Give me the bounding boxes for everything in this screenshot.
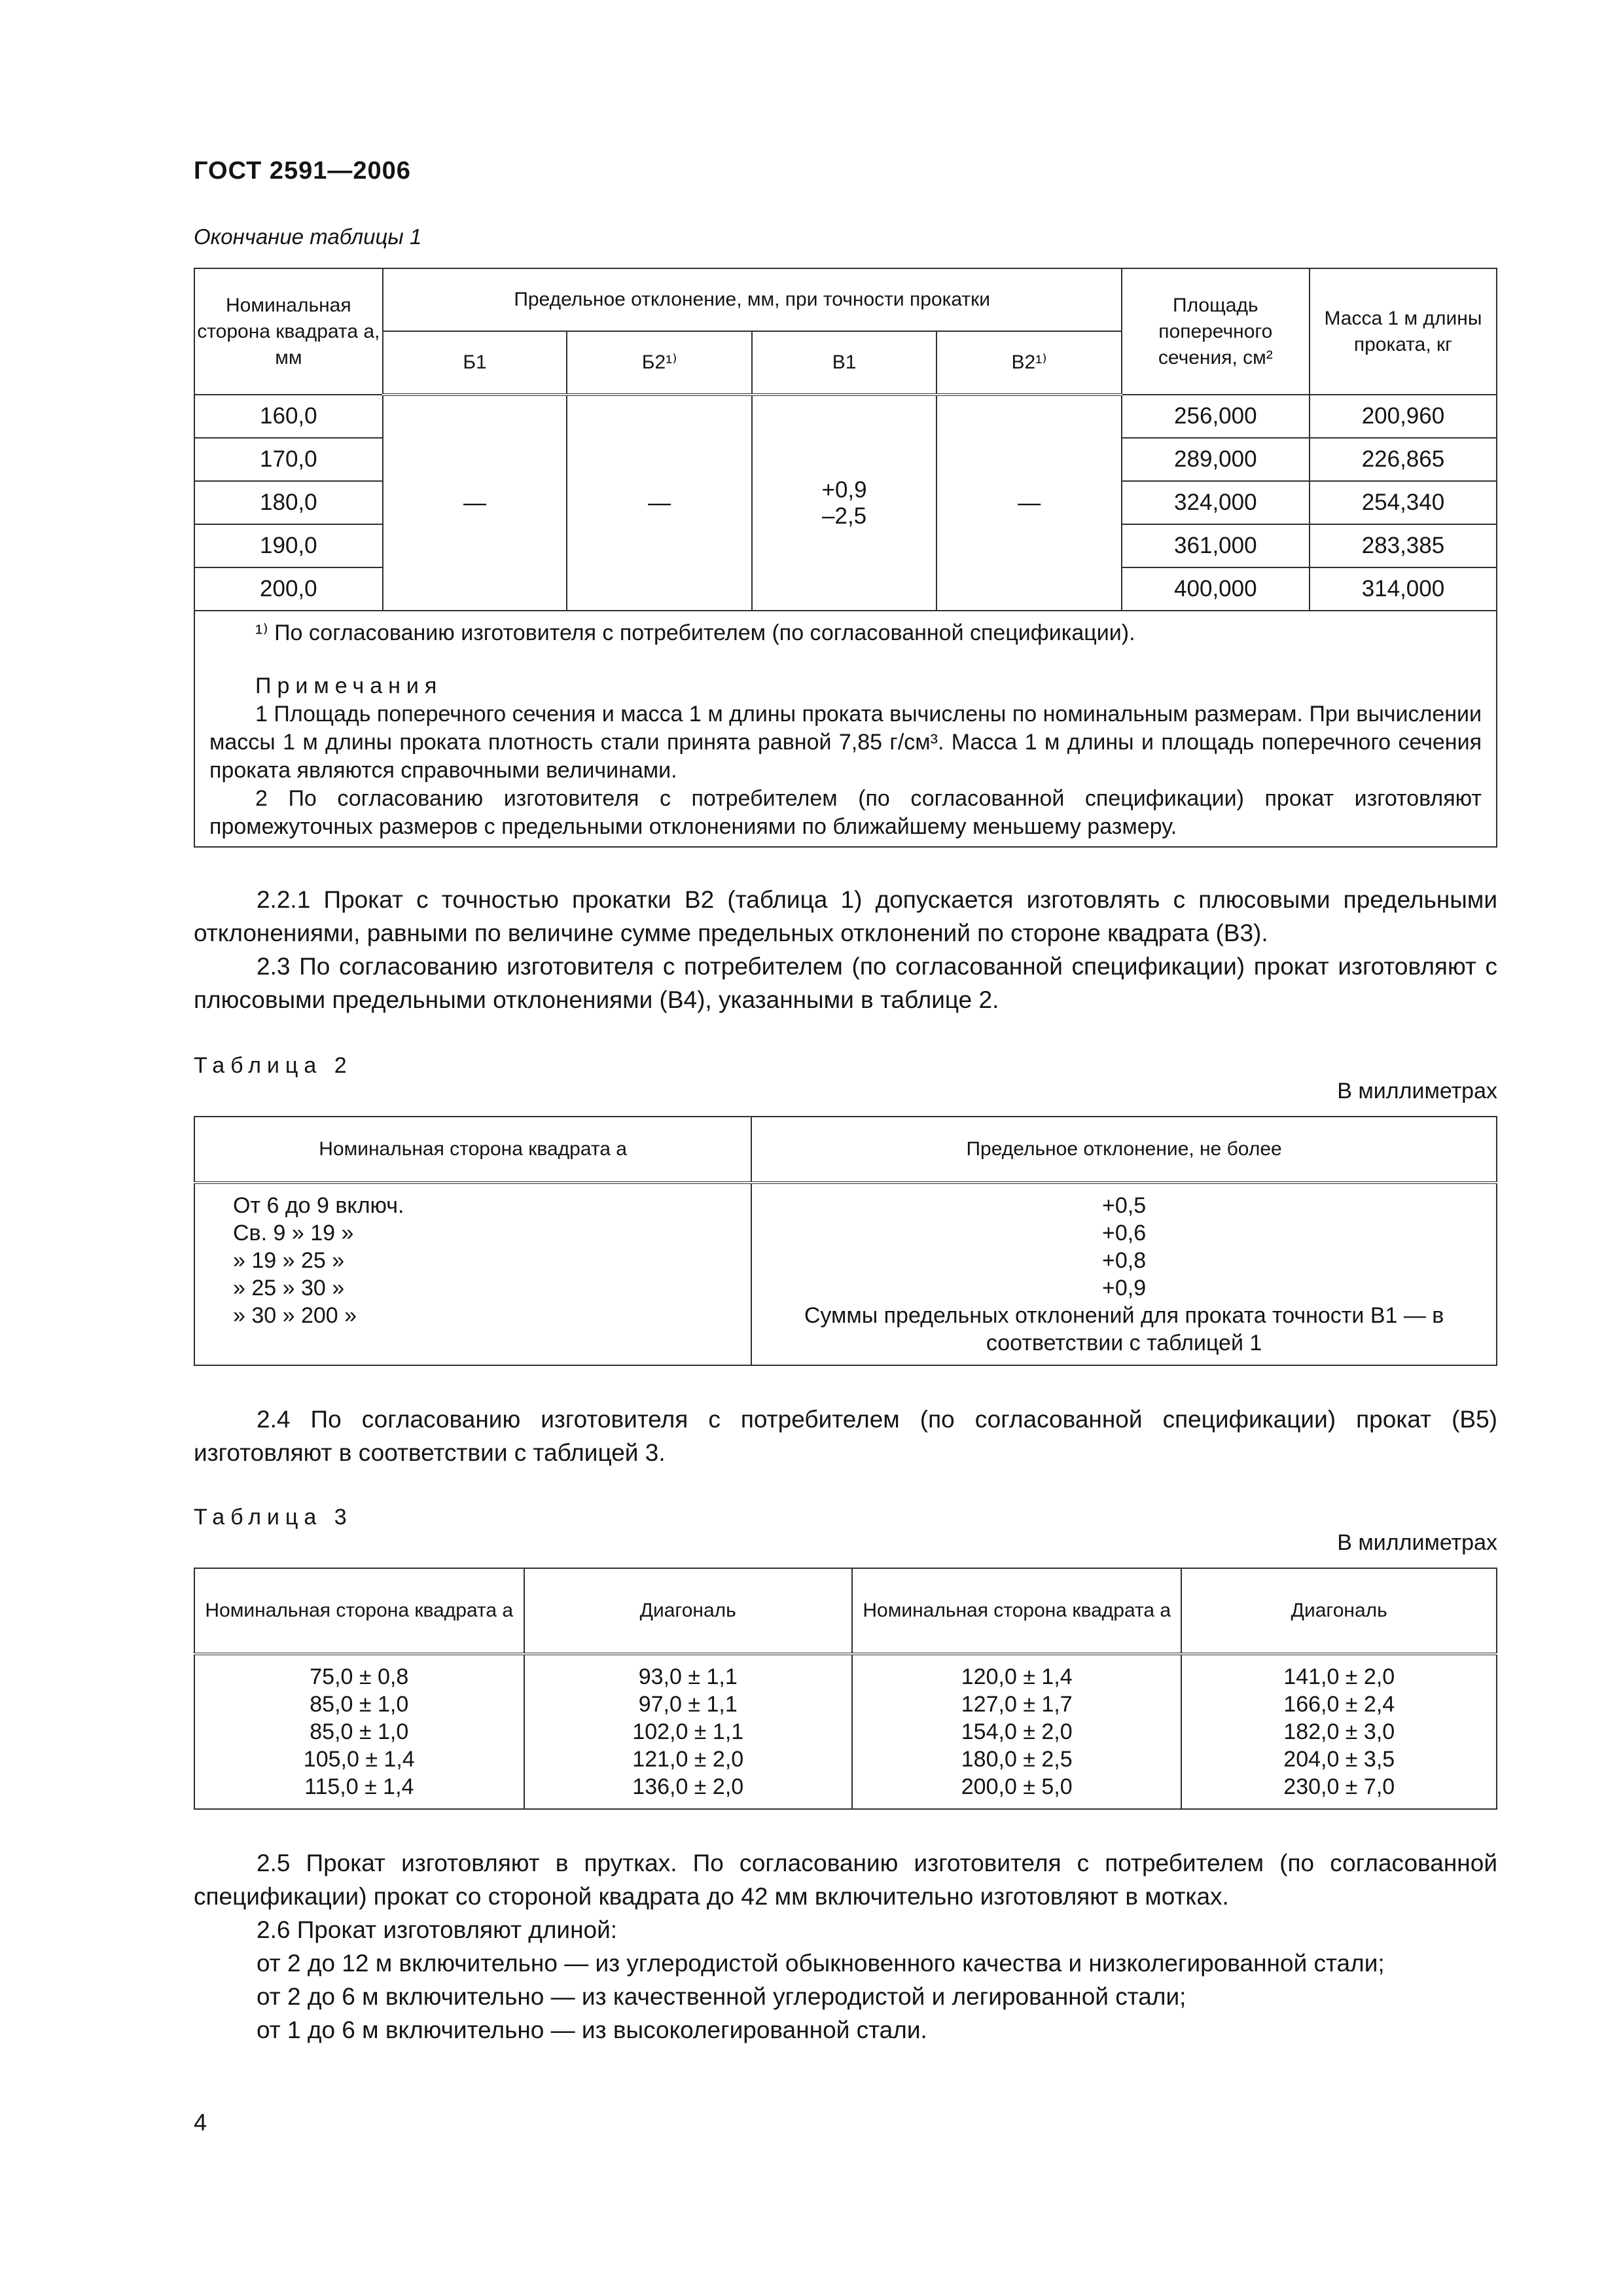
- table-row: [194, 395, 1497, 438]
- header-deviation: Предельное отклонение, мм, при точности прокатки: [383, 268, 1122, 331]
- cell-mass: 254,340: [1310, 481, 1497, 524]
- document-header: ГОСТ 2591—2006: [194, 157, 411, 185]
- col-side-2: 120,0 ± 1,4 127,0 ± 1,7 154,0 ± 2,0 180,0 ± 2,5 200,0 ± 5,0: [852, 1654, 1182, 1809]
- cell-b1: —: [383, 395, 567, 611]
- header-area: Площадь поперечного сечения, см²: [1122, 268, 1310, 395]
- table3-unit: В миллиметрах: [1337, 1530, 1497, 1555]
- document-page: [194, 157, 1497, 2047]
- cell-v1: +0,9 –2,5: [752, 395, 937, 611]
- side-ranges: От 6 до 9 включ. Св. 9 » 19 » » 19 » 25 » » 25 » 30 » » 30 » 200 »: [194, 1183, 751, 1365]
- cell-side: 160,0: [194, 395, 383, 438]
- table2-unit: В миллиметрах: [1337, 1079, 1497, 1103]
- table3-caption: Таблица 3: [194, 1505, 353, 1530]
- cell-mass: 226,865: [1310, 438, 1497, 481]
- table-3: [194, 1568, 1497, 1810]
- table-1: [194, 268, 1497, 848]
- header-v1: В1: [752, 331, 937, 395]
- note-1: 1 Площадь поперечного сечения и масса 1 м длины проката вычислены по номинальным размерам. При вычислении массы 1 м длины проката плотность стали принята равной 7,85 г/см³. Масса 1 м длины и площадь поперечного сечения проката являются справочными величинами.: [209, 702, 1482, 783]
- col-diag-1: 93,0 ± 1,1 97,0 ± 1,1 102,0 ± 1,1 121,0 ± 2,0 136,0 ± 2,0: [524, 1654, 852, 1809]
- header-side: Номинальная сторона квадрата а, мм: [194, 268, 383, 395]
- notes-title: Примечания: [255, 673, 443, 698]
- cell-area: 324,000: [1122, 481, 1310, 524]
- cell-area: 361,000: [1122, 524, 1310, 567]
- cell-mass: 200,960: [1310, 395, 1497, 438]
- text-block-1: [194, 883, 1497, 1016]
- cell-area: 256,000: [1122, 395, 1310, 438]
- cell-v2: —: [936, 395, 1121, 611]
- paragraph-2-5: 2.5 Прокат изготовляют в прутках. По согласованию изготовителя с потребителем (по согласованной спецификации) прокат со стороной квадрата до 42 мм включительно изготовляют в мотках.: [194, 1850, 1497, 1910]
- header-side-1: Номинальная сторона квадрата а: [194, 1568, 524, 1654]
- cell-mass: 314,000: [1310, 567, 1497, 611]
- list-item: от 2 до 12 м включительно — из углеродистой обыкновенного качества и низколегированной стали;: [257, 1950, 1385, 1977]
- header-mass: Масса 1 м длины проката, кг: [1310, 268, 1497, 395]
- paragraph-2-3: 2.3 По согласованию изготовителя с потребителем (по согласованной спецификации) прокат изготовляют с плюсовыми предельными отклонениями (В4), указанными в таблице 2.: [194, 953, 1497, 1013]
- deviation-values: +0,5 +0,6 +0,8 +0,9 Суммы предельных отклонений для проката точности В1 — в соответствии с таблицей 1: [751, 1183, 1497, 1365]
- list-item: от 2 до 6 м включительно — из качественной углеродистой и легированной стали;: [257, 1983, 1186, 2010]
- header-diag-2: Диагональ: [1181, 1568, 1497, 1654]
- table1-caption: Окончание таблицы 1: [194, 224, 422, 249]
- cell-side: 170,0: [194, 438, 383, 481]
- cell-side: 200,0: [194, 567, 383, 611]
- note-2: 2 По согласованию изготовителя с потребителем (по согласованной спецификации) прокат изготовляют промежуточных размеров с предельными отклонениями по ближайшему меньшему размеру.: [209, 786, 1482, 839]
- cell-side: 180,0: [194, 481, 383, 524]
- cell-b2: —: [567, 395, 751, 611]
- paragraph-2-4: 2.4 По согласованию изготовителя с потребителем (по согласованной спецификации) прокат (В5) изготовляют в соответствии с таблицей 3.: [194, 1406, 1497, 1466]
- text-block-2: [194, 1403, 1497, 1469]
- cell-area: 289,000: [1122, 438, 1310, 481]
- header-side: Номинальная сторона квадрата а: [194, 1117, 751, 1183]
- header-deviation: Предельное отклонение, не более: [751, 1117, 1497, 1183]
- cell-area: 400,000: [1122, 567, 1310, 611]
- col-side-1: 75,0 ± 0,8 85,0 ± 1,0 85,0 ± 1,0 105,0 ± 1,4 115,0 ± 1,4: [194, 1654, 524, 1809]
- footnote: ¹⁾ По согласованию изготовителя с потребителем (по согласованной спецификации).: [255, 620, 1135, 645]
- text-block-3: [194, 1846, 1497, 2047]
- header-diag-1: Диагональ: [524, 1568, 852, 1654]
- paragraph-2-2-1: 2.2.1 Прокат с точностью прокатки В2 (таблица 1) допускается изготовлять с плюсовыми предельными отклонениями, равными по величине сумме предельных отклонений по стороне квадрата (В3).: [194, 886, 1497, 946]
- header-b1: Б1: [383, 331, 567, 395]
- cell-side: 190,0: [194, 524, 383, 567]
- table2-caption: Таблица 2: [194, 1053, 353, 1078]
- table-2: [194, 1116, 1497, 1366]
- cell-mass: 283,385: [1310, 524, 1497, 567]
- header-b2: Б2¹⁾: [567, 331, 751, 395]
- col-diag-2: 141,0 ± 2,0 166,0 ± 2,4 182,0 ± 3,0 204,0 ± 3,5 230,0 ± 7,0: [1181, 1654, 1497, 1809]
- paragraph-2-6: 2.6 Прокат изготовляют длиной:: [257, 1916, 618, 1943]
- page-number: 4: [194, 2109, 207, 2136]
- table1-notes: [194, 611, 1497, 847]
- header-side-2: Номинальная сторона квадрата а: [852, 1568, 1182, 1654]
- list-item: от 1 до 6 м включительно — из высоколегированной стали.: [257, 2017, 927, 2043]
- header-v2: В2¹⁾: [936, 331, 1121, 395]
